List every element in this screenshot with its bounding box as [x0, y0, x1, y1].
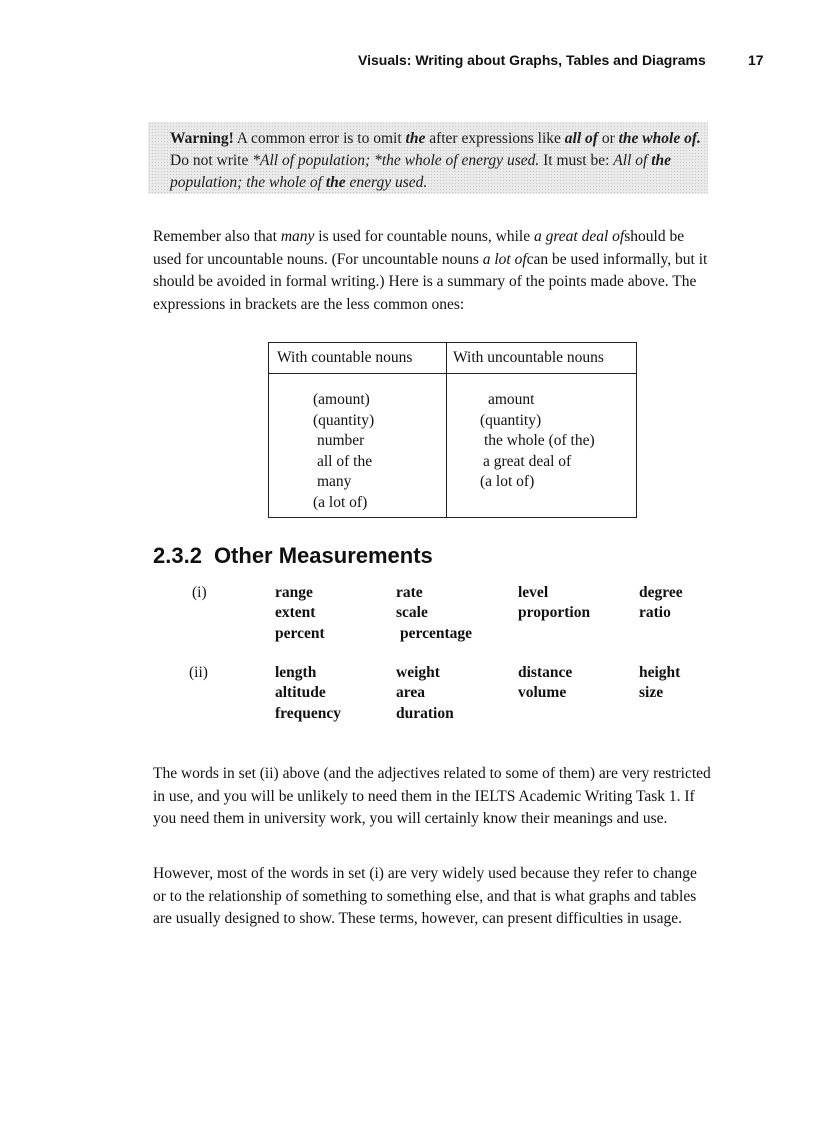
term: volume: [518, 684, 567, 701]
term: proportion: [518, 604, 591, 621]
countable-cell: (quantity): [313, 411, 375, 429]
countable-column: [269, 343, 447, 517]
countable-cell: (amount): [313, 391, 370, 408]
set-label: (ii): [189, 664, 208, 681]
intro-text-2: is used for countable nouns, while: [314, 228, 534, 245]
term: altitude: [275, 684, 326, 701]
term: scale: [396, 604, 428, 621]
section-heading: [153, 543, 433, 569]
countable-cell: number: [317, 432, 365, 449]
term: frequency: [275, 705, 342, 722]
intro-paragraph: [153, 226, 713, 316]
column-header-uncountable: With uncountable nouns: [447, 343, 636, 374]
term: length: [275, 664, 317, 681]
term: duration: [396, 705, 454, 722]
uncountable-column: [447, 343, 636, 517]
intro-text-1: Remember also that: [153, 228, 281, 245]
warning-right-a: All of: [613, 152, 652, 169]
term: ratio: [639, 604, 671, 621]
countable-cell: many: [317, 473, 352, 490]
warning-right-b: the: [651, 152, 671, 169]
term: percent: [275, 625, 325, 642]
term: height: [639, 664, 681, 681]
uncountable-cell: the whole (of the): [484, 432, 595, 449]
warning-text-3: or: [597, 130, 619, 147]
warning-the-whole-of: the whole of.: [618, 130, 701, 147]
term: size: [639, 684, 664, 701]
warning-the: the: [405, 130, 426, 147]
term: weight: [396, 664, 440, 681]
warning-right-e: energy used.: [345, 174, 428, 191]
section-title: Other Measurements: [213, 543, 433, 568]
countable-cell: (a lot of): [313, 493, 368, 511]
uncountable-cell: (a lot of): [480, 473, 535, 490]
intro-great-deal: a great deal of: [533, 228, 625, 245]
intro-text-3: should be used for uncountable nouns. (For uncountable nouns: [153, 228, 685, 268]
term: extent: [275, 604, 316, 621]
warning-box: [148, 122, 708, 194]
paragraph-set-ii: The words in set (ii) above (and the adjectives related to some of them) are very restricted in use, and you will be unlikely to need them in the IELTS Academic Writing Task 1. If you need them in university work, you will certainly know their meanings and use.: [153, 765, 711, 827]
summary-table: [268, 342, 637, 518]
term: range: [275, 584, 313, 601]
set-label: (i): [192, 584, 207, 601]
intro-lot-of: a lot of: [482, 250, 527, 268]
uncountable-cell: (quantity): [480, 411, 542, 429]
term: level: [518, 584, 549, 601]
running-head: Visuals: Writing about Graphs, Tables and Diagrams: [358, 52, 706, 68]
warning-right-d: the: [325, 174, 346, 191]
warning-text-4: Do not write: [170, 152, 253, 169]
term: degree: [639, 584, 683, 601]
warning-text-5: It must be:: [539, 152, 614, 169]
column-header-countable: With countable nouns: [269, 343, 446, 374]
countable-cell: all of the: [317, 452, 373, 470]
paragraph-set-i: However, most of the words in set (i) are very widely used because they refer to change or to the relationship of something to something else, and that is what graphs and tables are usually designed to show. These terms, however, can present difficulties in usage.: [153, 865, 697, 927]
term: rate: [396, 584, 423, 601]
warning-right-c: population; the whole of: [170, 174, 326, 191]
uncountable-cell: amount: [488, 391, 535, 408]
warning-text-2: after expressions like: [425, 130, 565, 147]
term: area: [396, 684, 425, 701]
warning-wrong-example: *All of population; *the whole of energy used.: [252, 152, 540, 169]
intro-text-4: can be used informally, but it should be avoided in formal writing.) Here is a summary of the points made above. The expressions in brackets are the less common ones:: [153, 250, 708, 313]
term: distance: [518, 664, 573, 681]
uncountable-cell: a great deal of: [483, 452, 572, 470]
intro-many: many: [280, 228, 315, 245]
section-number: 2.3.2: [153, 543, 202, 568]
page-number: 17: [748, 52, 764, 68]
term: percentage: [400, 625, 473, 642]
warning-text-1: A common error is to omit: [233, 130, 406, 147]
warning-all-of: all of: [564, 130, 598, 147]
warning-label: Warning!: [170, 130, 234, 147]
